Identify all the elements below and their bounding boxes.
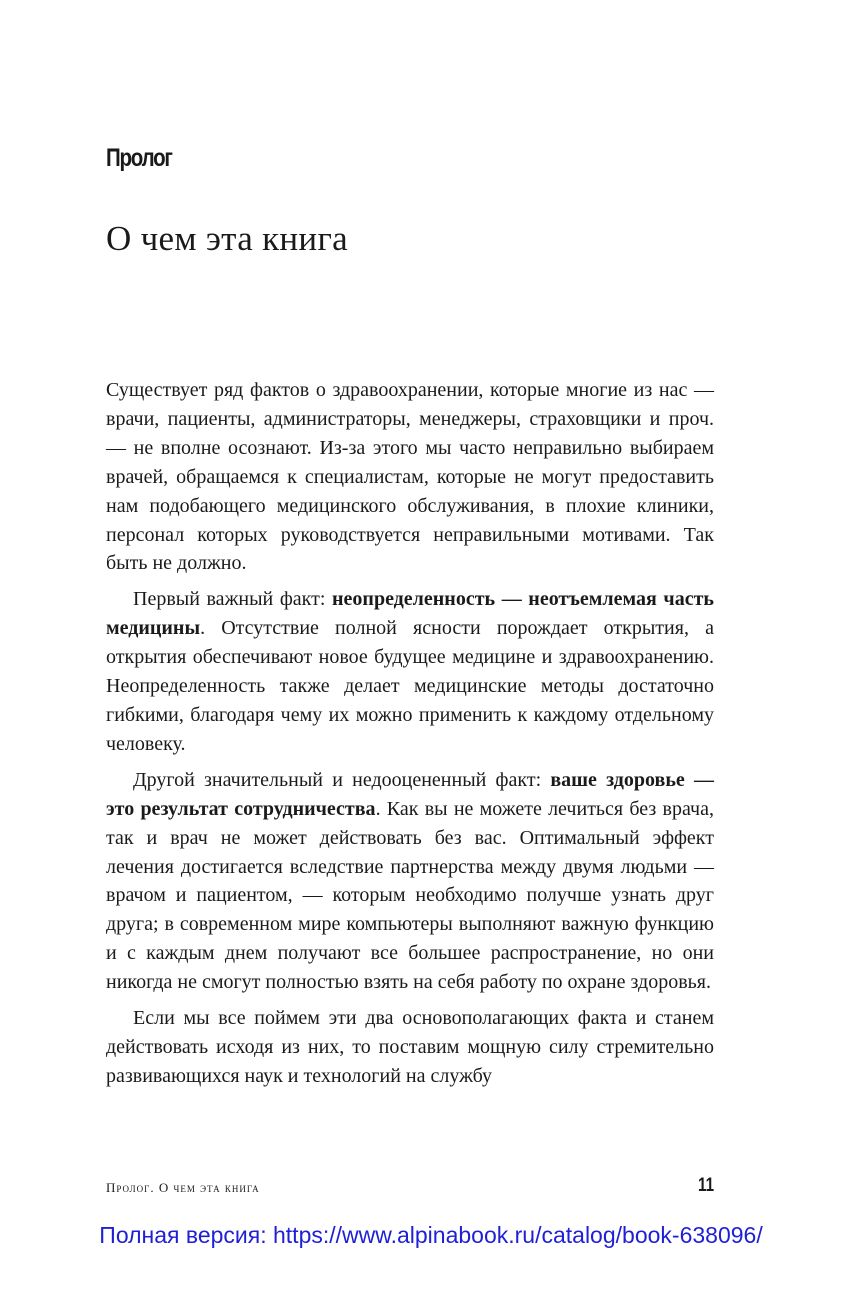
paragraph-3-lead: Другой значительный и недооцененный факт: (133, 768, 551, 791)
paragraph-2 (106, 585, 714, 758)
paragraph-2-lead: Первый важный факт: (133, 588, 333, 611)
full-version-link[interactable]: Полная версия: https://www.alpinabook.ru/catalog/book-638096/ (99, 1222, 763, 1248)
paragraph-3-emphasis: ваше здоровье — это результат сотрудничества (106, 768, 715, 820)
paragraph-3-rest: . Как вы не можете лечиться без врача, так и врач не может действовать без вас. Оптимальный эффект лечения достигается вследствие партнерства между двумя людьми — врачом и пациентом, — которым необходимо получше узнать друг друга; в современном мире компьютеры выполняют важную функцию и с каждым днем получают все большее распространение, но они никогда не смогут полностью взять на себя работу по охране здоровья. (106, 797, 714, 994)
paragraph-4: Если мы все поймем эти два основополагающих факта и станем действовать исходя из них, то поставим мощную силу стремительно развивающихся наук и технологий на службу (106, 1007, 714, 1087)
paragraph-1: Существует ряд фактов о здравоохранении, которые многие из нас — врачи, пациенты, администраторы, менеджеры, страховщики и проч. — не вполне осознают. Из-за этого мы часто неправильно выбираем врачей, обращаемся к специалистам, которые не могут предоставить нам подобающего медицинского обслуживания, в плохие клиники, персонал которых руководствуется неправильными мотивами. Так быть не должно. (106, 379, 714, 575)
body-text (106, 376, 714, 1098)
section-label: Пролог (106, 144, 172, 172)
page-number: 11 (697, 1175, 714, 1196)
paragraph-2-rest: . Отсутствие полной ясности порождает открытия, а открытия обеспечивают новое будущее медицине и здравоохранению. Неопределенность также делает медицинские методы достаточно гибкими, благодаря чему их можно применить к каждому отдельному человеку. (106, 617, 714, 755)
chapter-title: О чем эта книга (106, 219, 348, 258)
paragraph-3 (106, 766, 714, 997)
paragraph-2-emphasis: неопределенность — неотъемлемая часть медицины (106, 588, 714, 640)
running-footer-title: Пролог. О чем эта книга (106, 1180, 260, 1195)
